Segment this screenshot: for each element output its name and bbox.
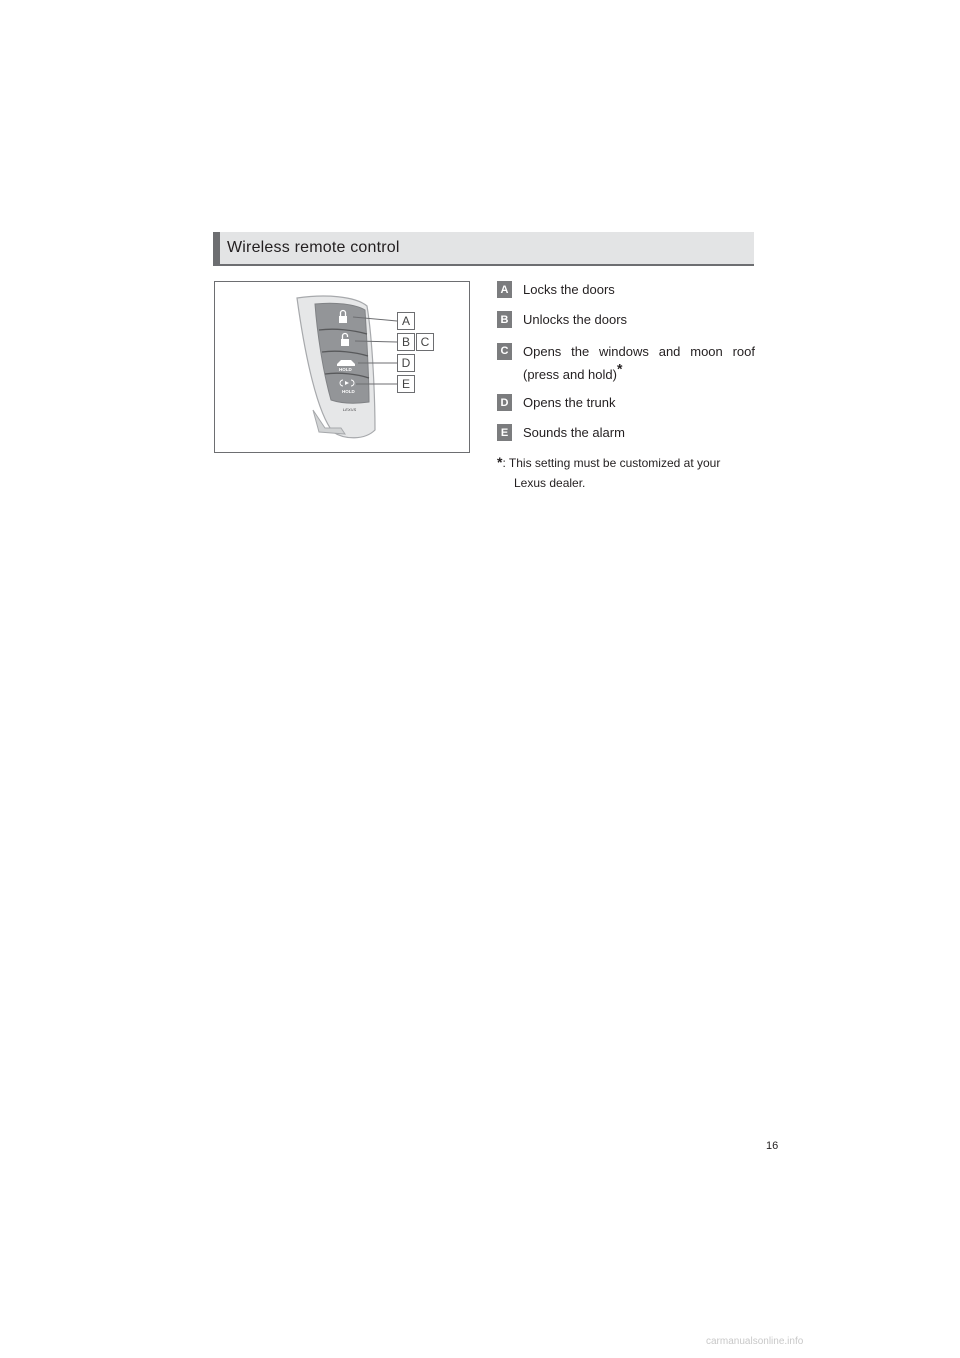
item-badge: E: [497, 424, 512, 441]
list-item: [497, 340, 755, 393]
callout-d: D: [397, 354, 415, 372]
button-legend-list: [497, 280, 755, 453]
footnote-line1: : This setting must be customized at your: [502, 456, 721, 470]
item-text: Unlocks the doors: [523, 312, 628, 327]
item-badge: C: [497, 343, 512, 360]
item-text: Locks the doors: [523, 282, 615, 297]
callout-e: E: [397, 375, 415, 393]
section-title: Wireless remote control: [227, 239, 400, 256]
item-text-content: Opens the windows and moon roof (press and hold): [523, 344, 755, 382]
item-text: Sounds the alarm: [523, 425, 625, 440]
item-text: [523, 340, 755, 386]
callout-c: C: [416, 333, 434, 351]
item-badge: A: [497, 281, 512, 298]
list-item: [497, 393, 755, 423]
list-item: [497, 310, 755, 340]
hold-label: HOLD: [342, 389, 355, 394]
list-item: [497, 280, 755, 310]
key-fob-illustration: [215, 282, 469, 452]
section-header: [213, 232, 754, 266]
hold-label: HOLD: [339, 367, 352, 372]
brand-logo-text: LEXUS: [343, 407, 357, 412]
footnote-line2: Lexus dealer.: [514, 476, 586, 490]
page-number: 16: [766, 1140, 779, 1152]
item-badge: B: [497, 311, 512, 328]
section-header-bar: [213, 232, 220, 266]
callout-a: A: [397, 312, 415, 330]
callout-b: B: [397, 333, 415, 351]
watermark: carmanualsonline.info: [706, 1336, 804, 1347]
item-badge: D: [497, 394, 512, 411]
footnote-marker: *: [616, 360, 623, 377]
item-text: Opens the trunk: [523, 395, 616, 410]
footnote: [497, 452, 755, 493]
footnote-star: *: [497, 454, 503, 470]
key-fob-figure: [214, 281, 470, 453]
list-item: [497, 423, 755, 453]
